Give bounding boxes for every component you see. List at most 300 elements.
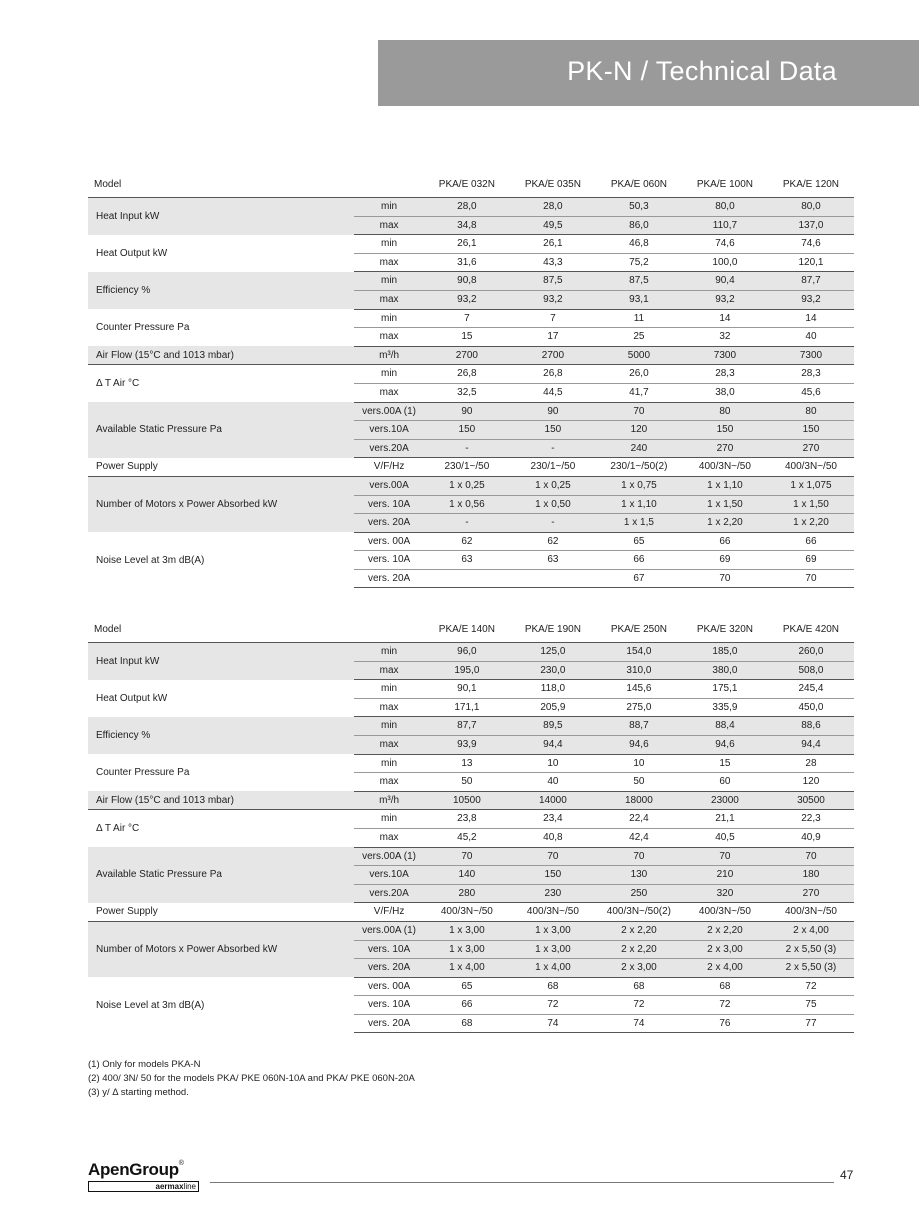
parameter-label: Δ T Air °C <box>96 823 140 835</box>
page-number: 47 <box>840 1168 854 1182</box>
logo-sub-bold: aermax <box>155 1182 184 1191</box>
data-cell: 94,6 <box>682 735 768 754</box>
data-cell: 28,0 <box>510 198 596 217</box>
footnote: (2) 400/ 3N/ 50 for the models PKA/ PKE 060N-10A and PKA/ PKE 060N-20A <box>88 1073 415 1084</box>
data-cell: 1 x 0,25 <box>510 476 596 495</box>
parameter-label: Air Flow (15°C and 1013 mbar) <box>88 791 354 810</box>
data-cell: 230/1~/50 <box>510 458 596 477</box>
data-cell: 93,2 <box>768 290 854 309</box>
data-cell: 2 x 5,50 (3) <box>768 959 854 978</box>
data-cell: 230/1~/50 <box>424 458 510 477</box>
footer-rule <box>210 1182 834 1183</box>
data-cell: 70 <box>596 847 682 866</box>
data-cell: 1 x 1,10 <box>596 495 682 514</box>
sub-label: m³/h <box>354 791 424 810</box>
data-cell: 43,3 <box>510 253 596 272</box>
data-cell: 270 <box>768 439 854 458</box>
data-cell: - <box>424 514 510 533</box>
data-cell: 40,9 <box>768 828 854 847</box>
data-cell: 10 <box>510 754 596 773</box>
data-cell: 89,5 <box>510 717 596 736</box>
data-cell: 175,1 <box>682 680 768 699</box>
data-cell: 120,1 <box>768 253 854 272</box>
data-cell: 72 <box>768 977 854 996</box>
data-cell: 230/1~/50(2) <box>596 458 682 477</box>
data-cell: 2 x 4,00 <box>768 921 854 940</box>
parameter-label: Power Supply <box>88 458 354 477</box>
data-cell: 70 <box>682 847 768 866</box>
parameter-label: Efficiency % <box>88 717 354 754</box>
data-cell <box>424 569 510 588</box>
data-cell: 31,6 <box>424 253 510 272</box>
table-row <box>88 402 854 421</box>
data-cell: 66 <box>424 996 510 1015</box>
table-row <box>88 903 854 922</box>
data-cell: 23,8 <box>424 810 510 829</box>
data-cell: 80 <box>768 402 854 421</box>
table-row <box>88 921 854 940</box>
data-cell: 7300 <box>682 346 768 365</box>
data-cell: 88,6 <box>768 717 854 736</box>
data-cell: 88,7 <box>596 717 682 736</box>
data-cell: 400/3N~/50 <box>768 458 854 477</box>
table-row <box>88 198 854 217</box>
footnote: (1) Only for models PKA-N <box>88 1059 201 1070</box>
data-cell: 2700 <box>510 346 596 365</box>
data-cell: 93,2 <box>682 290 768 309</box>
sub-label: min <box>354 810 424 829</box>
sub-label: min <box>354 272 424 291</box>
data-cell: 13 <box>424 754 510 773</box>
data-cell: 150 <box>510 866 596 885</box>
data-cell: 68 <box>596 977 682 996</box>
sub-label: vers. 00A <box>354 977 424 996</box>
table-row <box>88 977 854 996</box>
data-cell: 1 x 0,50 <box>510 495 596 514</box>
data-cell: 28,3 <box>682 365 768 384</box>
data-cell: 2700 <box>424 346 510 365</box>
data-cell: 250 <box>596 884 682 903</box>
sub-label: max <box>354 216 424 235</box>
sub-label: max <box>354 828 424 847</box>
table-row <box>88 235 854 254</box>
logo-sub-light: line <box>183 1182 196 1191</box>
data-cell: 76 <box>682 1014 768 1033</box>
data-cell: 1 x 0,56 <box>424 495 510 514</box>
data-cell: 1 x 1,50 <box>682 495 768 514</box>
registered-mark: ® <box>178 1160 184 1167</box>
data-cell: 2 x 2,20 <box>596 921 682 940</box>
data-cell: 1 x 3,00 <box>510 921 596 940</box>
data-cell: 26,8 <box>424 365 510 384</box>
data-cell: 270 <box>768 884 854 903</box>
sub-label: vers. 20A <box>354 514 424 533</box>
data-cell: 80,0 <box>768 198 854 217</box>
parameter-label: Counter Pressure Pa <box>96 767 190 779</box>
data-cell: 38,0 <box>682 383 768 402</box>
sub-label: vers. 10A <box>354 551 424 570</box>
data-cell: 7 <box>510 309 596 328</box>
parameter-label: Heat Output kW <box>96 247 168 259</box>
model-name: PKA/E 032N <box>424 172 510 198</box>
sub-label: vers. 20A <box>354 569 424 588</box>
data-cell: 41,7 <box>596 383 682 402</box>
data-cell: 70 <box>510 847 596 866</box>
sub-label: min <box>354 309 424 328</box>
data-cell: 40,8 <box>510 828 596 847</box>
model-header-row <box>88 172 854 198</box>
sub-label: V/F/Hz <box>354 903 424 922</box>
data-cell: 22,3 <box>768 810 854 829</box>
data-cell <box>510 569 596 588</box>
data-cell: 1 x 2,20 <box>682 514 768 533</box>
technical-data-table-1 <box>88 172 854 588</box>
table-row <box>88 680 854 699</box>
table-row <box>88 309 854 328</box>
data-cell: 26,8 <box>510 365 596 384</box>
data-cell: 26,0 <box>596 365 682 384</box>
data-cell: 400/3N~/50(2) <box>596 903 682 922</box>
model-name: PKA/E 320N <box>682 617 768 643</box>
data-cell: 93,9 <box>424 735 510 754</box>
data-cell: 270 <box>682 439 768 458</box>
data-cell: 28,3 <box>768 365 854 384</box>
data-cell: 450,0 <box>768 698 854 717</box>
data-cell: 87,7 <box>424 717 510 736</box>
data-cell: 7 <box>424 309 510 328</box>
data-cell: 49,5 <box>510 216 596 235</box>
parameter-label: Counter Pressure Pa <box>96 322 190 334</box>
parameter-label: Heat Input kW <box>88 643 354 680</box>
data-cell: 25 <box>596 328 682 347</box>
data-cell: 70 <box>596 402 682 421</box>
data-cell: 1 x 0,25 <box>424 476 510 495</box>
data-cell: 74,6 <box>768 235 854 254</box>
sub-label: min <box>354 643 424 662</box>
data-cell: 400/3N~/50 <box>682 903 768 922</box>
model-label: Model <box>88 617 424 643</box>
data-cell: 23,4 <box>510 810 596 829</box>
data-cell: 100,0 <box>682 253 768 272</box>
parameter-label: Power Supply <box>88 903 354 922</box>
table-row <box>88 643 854 662</box>
sub-label: vers. 20A <box>354 1014 424 1033</box>
data-cell: 96,0 <box>424 643 510 662</box>
data-cell: 10 <box>596 754 682 773</box>
sub-label: vers.10A <box>354 421 424 440</box>
sub-label: max <box>354 253 424 272</box>
parameter-label: Noise Level at 3m dB(A) <box>96 554 205 566</box>
model-name: PKA/E 190N <box>510 617 596 643</box>
sub-label: min <box>354 198 424 217</box>
table-row <box>88 847 854 866</box>
sub-label: max <box>354 661 424 680</box>
table-row <box>88 476 854 495</box>
sub-label: min <box>354 235 424 254</box>
data-cell: 87,7 <box>768 272 854 291</box>
data-cell: 2 x 2,20 <box>682 921 768 940</box>
sub-label: min <box>354 680 424 699</box>
data-cell: 280 <box>424 884 510 903</box>
table-row <box>88 810 854 829</box>
sub-label: vers.00A (1) <box>354 921 424 940</box>
data-cell: 137,0 <box>768 216 854 235</box>
data-cell: 93,2 <box>510 290 596 309</box>
model-name: PKA/E 140N <box>424 617 510 643</box>
data-cell: 32 <box>682 328 768 347</box>
data-cell: 7300 <box>768 346 854 365</box>
data-cell: 120 <box>768 773 854 792</box>
data-cell: 30500 <box>768 791 854 810</box>
data-cell: 87,5 <box>510 272 596 291</box>
data-cell: 93,2 <box>424 290 510 309</box>
data-cell: 145,6 <box>596 680 682 699</box>
data-cell: 74,6 <box>682 235 768 254</box>
data-cell: 180 <box>768 866 854 885</box>
data-cell: 62 <box>510 532 596 551</box>
data-cell: 68 <box>510 977 596 996</box>
data-cell: 150 <box>768 421 854 440</box>
data-cell: 1 x 4,00 <box>510 959 596 978</box>
data-cell: 210 <box>682 866 768 885</box>
data-cell: 66 <box>682 532 768 551</box>
data-cell: 70 <box>768 569 854 588</box>
data-cell: 14 <box>768 309 854 328</box>
footnote: (3) y/ Δ starting method. <box>88 1087 189 1098</box>
sub-label: V/F/Hz <box>354 458 424 477</box>
data-cell: 1 x 1,075 <box>768 476 854 495</box>
data-cell: 34,8 <box>424 216 510 235</box>
data-cell: 70 <box>424 847 510 866</box>
model-name: PKA/E 060N <box>596 172 682 198</box>
table-row <box>88 717 854 736</box>
data-cell: 88,4 <box>682 717 768 736</box>
model-name: PKA/E 420N <box>768 617 854 643</box>
parameter-label: Heat Output kW <box>96 692 168 704</box>
sub-label: vers. 10A <box>354 495 424 514</box>
data-cell: 1 x 1,5 <box>596 514 682 533</box>
data-cell: 21,1 <box>682 810 768 829</box>
sub-label: min <box>354 717 424 736</box>
data-cell: 44,5 <box>510 383 596 402</box>
sub-label: vers. 10A <box>354 996 424 1015</box>
data-cell: 14000 <box>510 791 596 810</box>
data-cell: 45,6 <box>768 383 854 402</box>
sub-label: vers.20A <box>354 439 424 458</box>
model-header-row <box>88 617 854 643</box>
data-cell: 46,8 <box>596 235 682 254</box>
data-cell: 70 <box>682 569 768 588</box>
parameter-label: Noise Level at 3m dB(A) <box>96 999 205 1011</box>
table-row <box>88 754 854 773</box>
data-cell: 72 <box>596 996 682 1015</box>
model-name: PKA/E 100N <box>682 172 768 198</box>
table-row <box>88 272 854 291</box>
data-cell: 130 <box>596 866 682 885</box>
data-cell: 2 x 2,20 <box>596 940 682 959</box>
table-row <box>88 458 854 477</box>
data-cell: 10500 <box>424 791 510 810</box>
data-cell: 400/3N~/50 <box>510 903 596 922</box>
data-cell: 125,0 <box>510 643 596 662</box>
data-cell: 28 <box>768 754 854 773</box>
data-cell: 40,5 <box>682 828 768 847</box>
data-cell: 50,3 <box>596 198 682 217</box>
data-cell: 110,7 <box>682 216 768 235</box>
data-cell: 15 <box>424 328 510 347</box>
model-name: PKA/E 035N <box>510 172 596 198</box>
data-cell: 1 x 3,00 <box>424 921 510 940</box>
data-cell: 74 <box>596 1014 682 1033</box>
data-cell: 118,0 <box>510 680 596 699</box>
sub-label: max <box>354 735 424 754</box>
data-cell: 42,4 <box>596 828 682 847</box>
data-cell: 63 <box>510 551 596 570</box>
data-cell: 74 <box>510 1014 596 1033</box>
data-cell: 23000 <box>682 791 768 810</box>
data-cell: 72 <box>510 996 596 1015</box>
table-row <box>88 365 854 384</box>
model-name: PKA/E 250N <box>596 617 682 643</box>
table-row <box>88 346 854 365</box>
data-cell: 240 <box>596 439 682 458</box>
sub-label: vers.00A (1) <box>354 847 424 866</box>
data-cell: 120 <box>596 421 682 440</box>
data-cell: 1 x 3,00 <box>424 940 510 959</box>
data-cell: 62 <box>424 532 510 551</box>
data-cell: 400/3N~/50 <box>424 903 510 922</box>
logo-text: ApenGroup <box>88 1160 179 1179</box>
technical-data-table-2 <box>88 617 854 1033</box>
data-cell: 26,1 <box>510 235 596 254</box>
data-cell: 400/3N~/50 <box>768 903 854 922</box>
data-cell: 11 <box>596 309 682 328</box>
parameter-label: Heat Input kW <box>88 198 354 235</box>
data-cell: 28,0 <box>424 198 510 217</box>
data-cell: 68 <box>424 1014 510 1033</box>
data-cell: 508,0 <box>768 661 854 680</box>
data-cell: 2 x 5,50 (3) <box>768 940 854 959</box>
data-cell: 86,0 <box>596 216 682 235</box>
data-cell: 1 x 4,00 <box>424 959 510 978</box>
data-cell: 45,2 <box>424 828 510 847</box>
sub-label: vers.20A <box>354 884 424 903</box>
data-cell: 65 <box>424 977 510 996</box>
sub-label: vers. 20A <box>354 959 424 978</box>
data-cell: 2 x 4,00 <box>682 959 768 978</box>
data-cell: 63 <box>424 551 510 570</box>
data-cell: 87,5 <box>596 272 682 291</box>
data-cell: 67 <box>596 569 682 588</box>
data-cell: 275,0 <box>596 698 682 717</box>
data-cell: 69 <box>682 551 768 570</box>
parameter-label: Available Static Pressure Pa <box>88 847 354 903</box>
data-cell: 72 <box>682 996 768 1015</box>
data-cell: 2 x 3,00 <box>682 940 768 959</box>
data-cell: 94,4 <box>768 735 854 754</box>
data-cell: 40 <box>510 773 596 792</box>
data-cell: 90,1 <box>424 680 510 699</box>
data-cell: 335,9 <box>682 698 768 717</box>
data-cell: 2 x 3,00 <box>596 959 682 978</box>
parameter-label: Δ T Air °C <box>96 378 140 390</box>
sub-label: max <box>354 328 424 347</box>
data-cell: - <box>510 439 596 458</box>
data-cell: 230,0 <box>510 661 596 680</box>
data-cell: 140 <box>424 866 510 885</box>
data-cell: 1 x 0,75 <box>596 476 682 495</box>
data-cell: - <box>424 439 510 458</box>
data-cell: 230 <box>510 884 596 903</box>
data-cell: 310,0 <box>596 661 682 680</box>
page-title: PK-N / Technical Data <box>567 56 837 86</box>
data-cell: 77 <box>768 1014 854 1033</box>
data-cell: 93,1 <box>596 290 682 309</box>
model-label: Model <box>88 172 424 198</box>
data-cell: 66 <box>768 532 854 551</box>
sub-label: max <box>354 698 424 717</box>
data-cell: 320 <box>682 884 768 903</box>
data-cell: - <box>510 514 596 533</box>
sub-label: m³/h <box>354 346 424 365</box>
model-name: PKA/E 120N <box>768 172 854 198</box>
data-cell: 68 <box>682 977 768 996</box>
data-cell: 195,0 <box>424 661 510 680</box>
sub-label: max <box>354 773 424 792</box>
aermaxline-logo <box>88 1181 199 1192</box>
data-cell: 15 <box>682 754 768 773</box>
data-cell: 90,8 <box>424 272 510 291</box>
data-cell: 5000 <box>596 346 682 365</box>
data-cell: 50 <box>424 773 510 792</box>
data-cell: 65 <box>596 532 682 551</box>
data-cell: 14 <box>682 309 768 328</box>
data-cell: 94,4 <box>510 735 596 754</box>
data-cell: 32,5 <box>424 383 510 402</box>
sub-label: vers. 00A <box>354 532 424 551</box>
parameter-label: Available Static Pressure Pa <box>88 402 354 458</box>
data-cell: 90,4 <box>682 272 768 291</box>
data-cell: 1 x 1,50 <box>768 495 854 514</box>
data-cell: 70 <box>768 847 854 866</box>
data-cell: 150 <box>424 421 510 440</box>
data-cell: 69 <box>768 551 854 570</box>
data-cell: 26,1 <box>424 235 510 254</box>
parameter-label: Number of Motors x Power Absorbed kW <box>88 921 354 977</box>
data-cell: 1 x 1,10 <box>682 476 768 495</box>
data-cell: 18000 <box>596 791 682 810</box>
data-cell: 75 <box>768 996 854 1015</box>
data-cell: 150 <box>510 421 596 440</box>
sub-label: min <box>354 365 424 384</box>
data-cell: 60 <box>682 773 768 792</box>
table-row <box>88 791 854 810</box>
data-cell: 17 <box>510 328 596 347</box>
parameter-label: Efficiency % <box>88 272 354 309</box>
data-cell: 205,9 <box>510 698 596 717</box>
data-cell: 80 <box>682 402 768 421</box>
sub-label: min <box>354 754 424 773</box>
sub-label: vers. 10A <box>354 940 424 959</box>
data-cell: 185,0 <box>682 643 768 662</box>
data-cell: 1 x 3,00 <box>510 940 596 959</box>
data-cell: 154,0 <box>596 643 682 662</box>
data-cell: 150 <box>682 421 768 440</box>
data-cell: 75,2 <box>596 253 682 272</box>
data-cell: 50 <box>596 773 682 792</box>
sub-label: max <box>354 383 424 402</box>
data-cell: 171,1 <box>424 698 510 717</box>
